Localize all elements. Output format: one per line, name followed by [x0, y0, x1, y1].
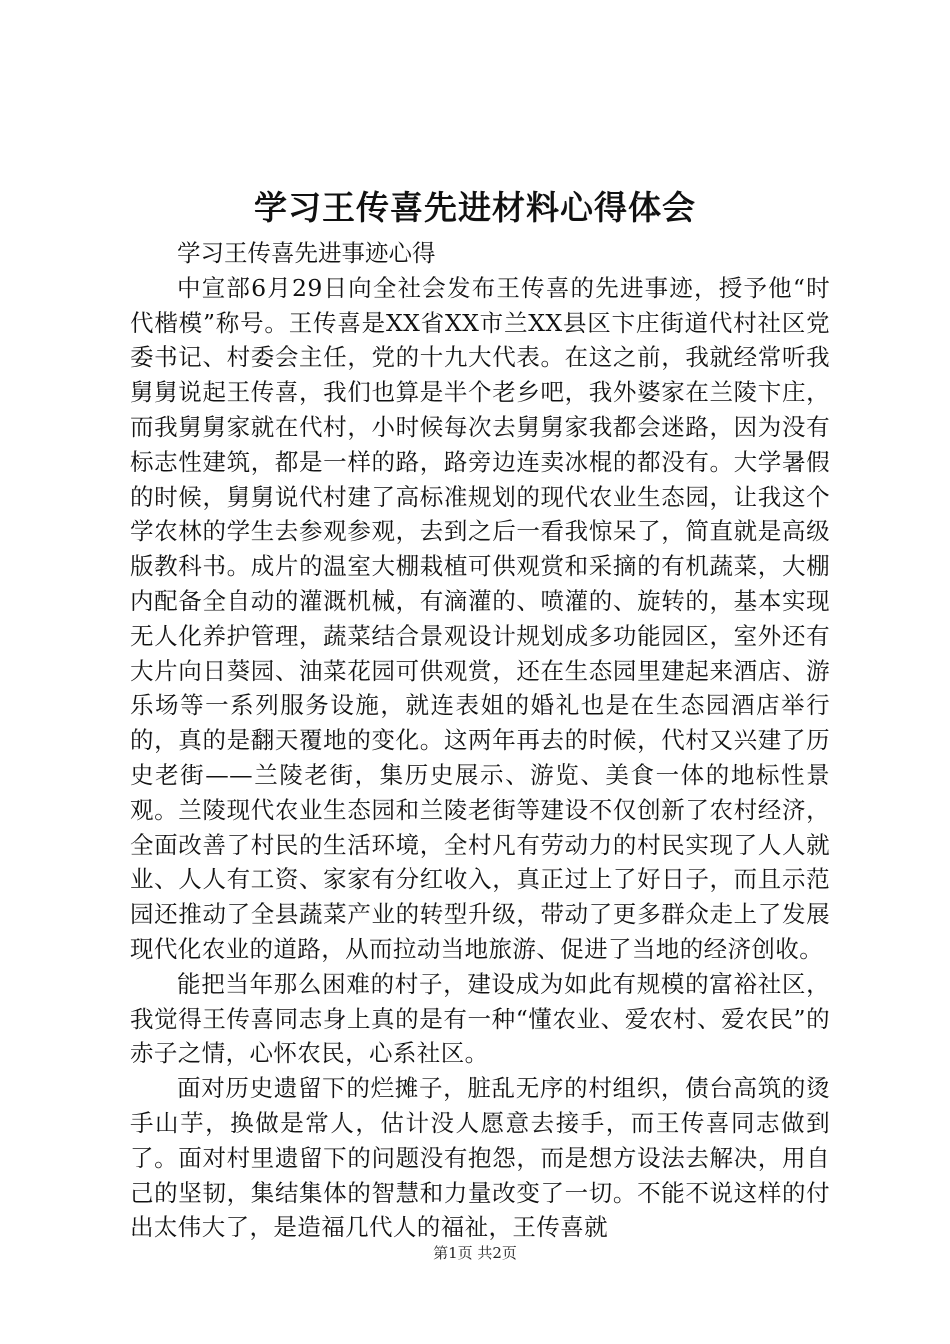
page-number-footer: 第1页 共2页 — [433, 1244, 517, 1262]
body-paragraph-2: 能把当年那么困难的村子，建设成为如此有规模的富裕社区，我觉得王传喜同志身上真的是有一种“懂农业、爱农村、爱农民”的赤子之情，心怀农民，心系社区。 — [130, 969, 830, 1068]
body-paragraph-3: 面对历史遗留下的烂摊子，脏乱无序的村组织，债台高筑的烫手山芋，换做是常人，估计没人愿意去接手，而王传喜同志做到了。面对村里遗留下的问题没有抱怨，而是想方设法去解决，用自己的坚韧，集结集体的智慧和力量改变了一切。不能不说这样的付出太伟大了，是造福几代人的福祉，王传喜就 — [130, 1074, 830, 1242]
document-title: 学习王传喜先进材料心得体会 — [254, 188, 696, 227]
document-subtitle: 学习王传喜先进事迹心得 — [177, 239, 436, 267]
body-paragraph-1: 中宣部6月29日向全社会发布王传喜的先进事迹，授予他“时代楷模”称号。王传喜是XX省XX市兰XX县区卞庄街道代村社区党委书记、村委会主任，党的十九大代表。在这之前，我就经常听我舅舅说起王传喜，我们也算是半个老乡吧，我外婆家在兰陵卞庄，而我舅舅家就在代村，小时候每次去舅舅家我都会迷路，因为没有标志性建筑，都是一样的路，路旁边连卖冰棍的都没有。大学暑假的时候，舅舅说代村建了高标准规划的现代农业生态园，让我这个学农林的学生去参观参观，去到之后一看我惊呆了，简直就是高级版教科书。成片的温室大棚栽植可供观赏和采摘的有机蔬菜，大棚内配备全自动的灌溉机械，有滴灌的、喷灌的、旋转的，基本实现无人化养护管理，蔬菜结合景观设计规划成多功能园区，室外还有大片向日葵园、油菜花园可供观赏，还在生态园里建起来酒店、游乐场等一系列服务设施，就连表姐的婚礼也是在生态园酒店举行的，真的是翻天覆地的变化。这两年再去的时候，代村又兴建了历史老街——兰陵老街，集历史展示、游览、美食一体的地标性景观。兰陵现代农业生态园和兰陵老街等建设不仅创新了农村经济，全面改善了村民的生活环境，全村凡有劳动力的村民实现了人人就业、人人有工资、家家有分红收入，真正过上了好日子，而且示范园还推动了全县蔬菜产业的转型升级，带动了更多群众走上了发展现代化农业的道路，从而拉动当地旅游、促进了当地的经济创收。 — [130, 273, 830, 963]
document-body — [130, 236, 830, 1245]
